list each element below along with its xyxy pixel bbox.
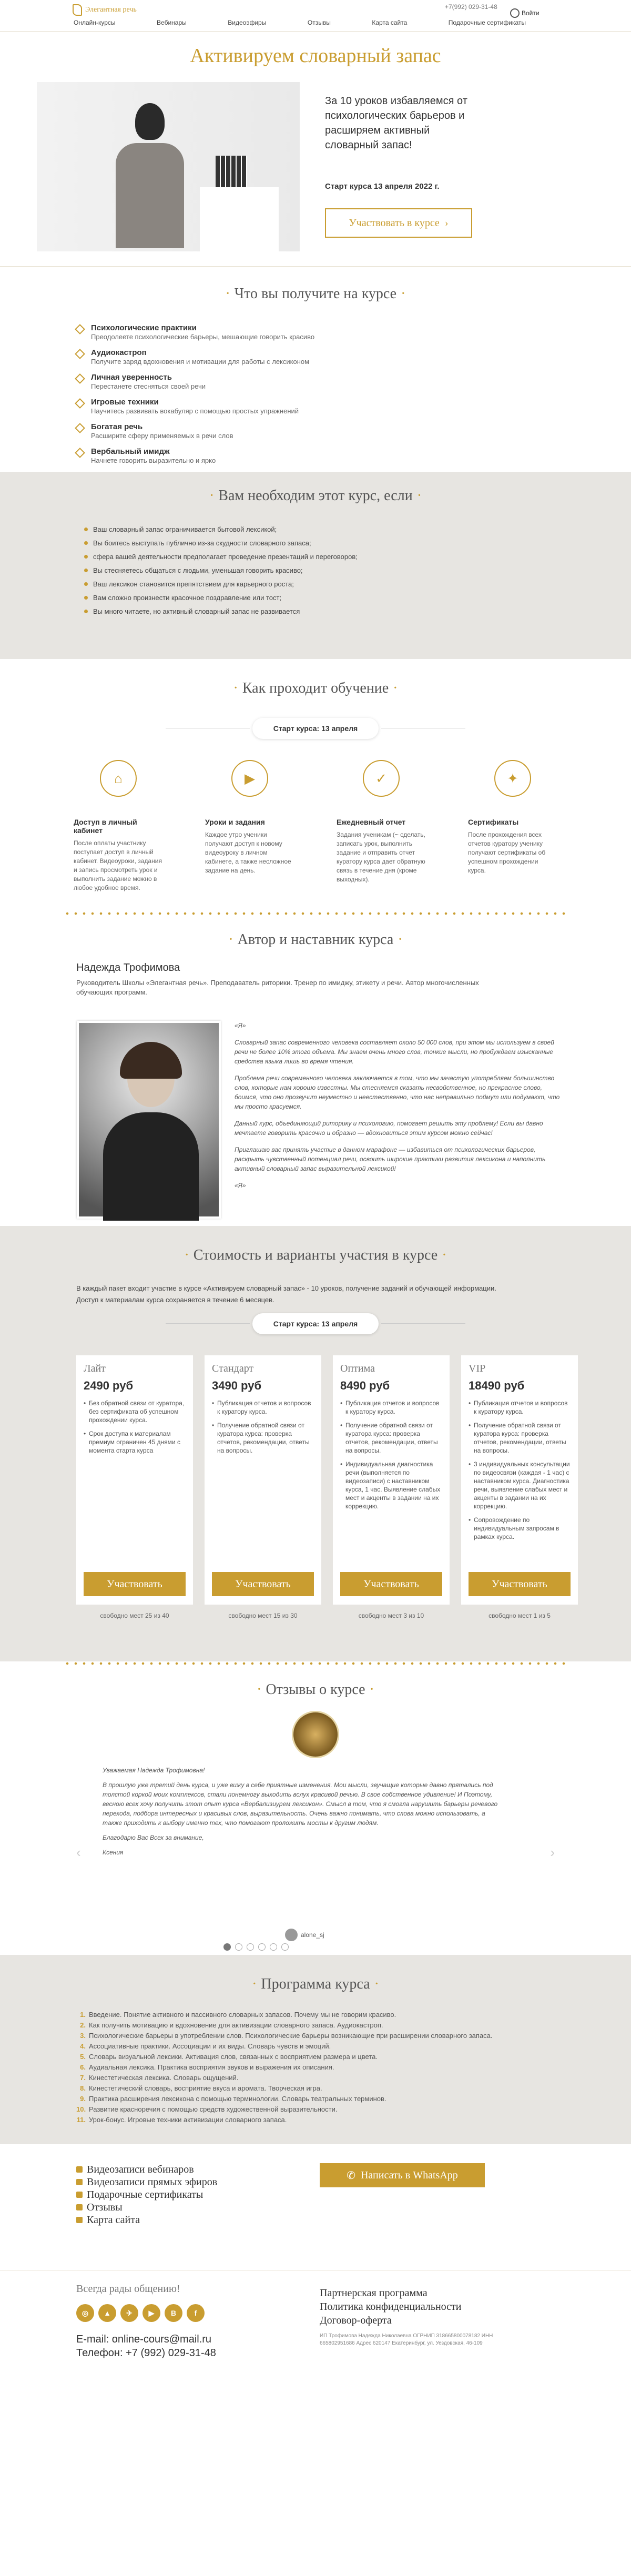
slider-dot[interactable] [235, 1943, 242, 1951]
chevron-right-icon[interactable]: › [550, 1844, 555, 1860]
nav-courses[interactable]: Онлайн-курсы [74, 19, 116, 26]
diamond-icon [75, 324, 85, 334]
hero-image [37, 82, 300, 251]
site-header [0, 0, 631, 32]
list-item: Урок-бонус. Игровые техники активизации словарного запаса. [89, 2116, 287, 2124]
slider-dot[interactable] [247, 1943, 254, 1951]
author-role: Руководитель Школы «Элегантная речь». Преподаватель риторики. Тренер по имиджу, этикету и речи. Автор многочисленных обучающих программ. [76, 979, 479, 996]
need-section [0, 472, 631, 659]
instagram-avatar [285, 1929, 298, 1941]
youtube-icon[interactable]: ▲ [98, 2304, 116, 2322]
program-list [76, 2011, 631, 2126]
cabinet-icon: ⌂ [100, 760, 137, 797]
pricing-cards [76, 1355, 631, 1619]
pricing-section [0, 1226, 631, 1661]
slider-dot[interactable] [270, 1943, 277, 1951]
plan-card-lite: Лайт 2490 руб • Без обратной связи от куратора, без сертификата об успешном прохождении курса. • Срок доступа к материалам премиум ограничен 45 днями с момента старта курса Участвовать свободно мест 25 из 40 [76, 1355, 193, 1605]
plan-seats: свободно мест 25 из 40 [100, 1612, 169, 1619]
list-item: Ваш словарный запас ограничивается бытовой лексикой; [84, 522, 631, 536]
diamond-icon [75, 423, 85, 433]
plan-card-optima: Оптима 8490 руб • Публикация отчетов и вопросов к куратору курса. • Получение обратной связи от куратора курса: проверка отчетов, рекомендации, ответы на вопросы. • Индивидуальная диагностика речи (выполняется по видеозаписи) с наставником курса, 1 час. Выявление слабых мест и акценты в задании на их коррекцию. Участвовать свободно мест 3 из 10 [333, 1355, 450, 1605]
pricing-start-pill: Старт курса: 13 апреля [252, 1313, 379, 1334]
step-item [337, 760, 426, 893]
benefits-list [76, 323, 631, 465]
user-icon [510, 8, 520, 18]
list-item: Ваш лексикон становится препятствием для карьерного роста; [84, 577, 631, 591]
review-author[interactable] [285, 1929, 324, 1941]
social-links [76, 2304, 205, 2322]
how-section [0, 659, 631, 911]
footer-link[interactable]: Подарочные сертификаты [76, 2188, 217, 2201]
reviewer-avatar [292, 1711, 339, 1758]
slider-dot[interactable] [223, 1943, 231, 1951]
step-text: Задания ученикам (~ сделать, записать урок, выполнить задание и отправить отчет куратору курса дает обратную связь в течение дня (кроме выходных). [337, 831, 425, 883]
video-icon: ▶ [231, 760, 268, 797]
list-item: Вы боитесь выступать публично из-за скудности словарного запаса; [84, 536, 631, 550]
nav-video[interactable]: Видеоэфиры [228, 19, 267, 26]
author-section [0, 916, 631, 1226]
footer-link[interactable]: Карта сайта [76, 2214, 217, 2226]
list-item: сфера вашей деятельности предполагает проведение презентаций и переговоров; [84, 550, 631, 563]
footer-link[interactable]: Видеозаписи прямых эфиров [76, 2176, 217, 2188]
instagram-icon[interactable]: ◎ [76, 2304, 94, 2322]
nav-reviews[interactable]: Отзывы [307, 19, 331, 26]
list-item: Психологические барьеры в употреблении слов. Психологические барьеры возникающие при расширении словарного запаса. [89, 2032, 493, 2040]
footer-links [0, 2144, 631, 2270]
hero-title: Активируем словарный запас [190, 45, 441, 67]
pricing-title: · Стоимость и варианты участия в курсе · [0, 1247, 631, 1264]
footer-link[interactable]: Отзывы [76, 2201, 217, 2214]
step-text: Каждое утро ученики получают доступ к новому видеоуроку в личном кабинете, а также несложное задание на день. [205, 831, 291, 874]
step-item [205, 760, 294, 893]
facebook-icon[interactable]: f [187, 2304, 205, 2322]
benefits-title: · Что вы получите на курсе · [0, 286, 631, 302]
author-bio: «Я» Словарный запас современного человека составляет около 50 000 слов, при этом мы используем в своей речи не более 10% этого объема. Мы знаем очень много слов, тонкие мысли, но пробуждаем изысканные средства языка лишь во время чтения. Проблема речи современного человека заключается в том, что мы зачастую употребляем большинство слов, которые нам хорошо известны. Мы стесняемся сказать несвойственное, но прекрасное слово, боимся, что оно прозвучит неуместно и неестественно, что нас неправильно поймут или подумают, что мы просто красуемся. Данный курс, объединяющий риторику и психологию, помогает решить эту проблему! Если вы давно мечтаете говорить красочно и образно — вдохновиться этим курсом можно сейчас! Приглашаю вас принять участие в данном марафоне — избавиться от психологических барьеров, раскрыть чувственный потенциал речи, освоить широкие практики развития лексикона и наполнить активный словарный запас выразительной лексикой! «Я» [235, 1022, 560, 1189]
plan-price: 18490 руб [469, 1379, 525, 1392]
logo-icon [73, 4, 82, 16]
hero-section [37, 82, 594, 251]
instagram-handle: alone_sj [301, 1931, 324, 1939]
partner-link[interactable]: Партнерская программа [320, 2287, 428, 2299]
plan-seats: свободно мест 1 из 5 [488, 1612, 551, 1619]
telegram-icon[interactable]: ✈ [120, 2304, 138, 2322]
list-item: Введение. Понятие активного и пассивного словарных запасов. Почему мы не говорим красиво. [89, 2011, 396, 2019]
offer-link[interactable]: Договор-оферта [320, 2315, 392, 2326]
reviews-title: · Отзывы о курсе · [0, 1681, 631, 1698]
step-text: После оплаты участнику поступает доступ в личный кабинет. Видеоуроки, задания и запись просмотреть урок и выполнить задание можно в любое удобное время. [74, 839, 162, 891]
list-item: Аудиокастроп Получите заряд вдохновения и мотивации для работы с лексиконом [76, 348, 631, 367]
step-text: После прохождения всех отчетов куратору ученику получают сертификаты об успешном прохождении курса. [468, 831, 546, 874]
plan-name: Оптима [340, 1363, 375, 1374]
reviews-section [0, 1666, 631, 1955]
author-title: · Автор и наставник курса · [0, 931, 631, 948]
main-nav [74, 19, 526, 26]
footer-nav [76, 2163, 217, 2226]
flag-icon: ✓ [363, 760, 400, 797]
join-course-label: Участвовать в курсе [349, 217, 440, 229]
list-item: Вербальный имидж Начнете говорить выразительно и ярко [76, 447, 631, 465]
list-item: Практика расширения лексикона с помощью терминологии. Словарь театральных терминов. [89, 2095, 386, 2103]
login-label: Войти [522, 9, 540, 17]
step-title: Ежедневный отчет [337, 818, 406, 826]
author-photo [77, 1021, 221, 1219]
play-icon[interactable]: ▶ [143, 2304, 160, 2322]
nav-certificates[interactable]: Подарочные сертификаты [448, 19, 526, 26]
join-standard-button[interactable]: Участвовать [212, 1572, 314, 1596]
nav-webinars[interactable]: Вебинары [157, 19, 187, 26]
list-item: Как получить мотивацию и вдохновение для активизации словарного запаса. Аудиокастроп. [89, 2021, 383, 2029]
company-requisites: ИП Трофимова Надежда Николаевна ОГРНИП 318665800078182 ИНН 665802951686 Адрес 620147 Екатеринбург, ул. Уездовская, 46-109 [320, 2333, 493, 2346]
diamond-icon [75, 398, 85, 409]
steps-row [74, 760, 557, 893]
plan-card-standard: Стандарт 3490 руб • Публикация отчетов и вопросов к куратору курса. • Получение обратной связи от куратора курса: проверка отчетов, рекомендации, ответы на вопросы. Участвовать свободно мест 15 из 30 [205, 1355, 321, 1605]
site-logo[interactable] [73, 4, 137, 16]
list-item: Кинестетический словарь, восприятие вкуса и аромата. Творческая игра. [89, 2084, 322, 2092]
start-date-pill: Старт курса: 13 апреля [252, 718, 379, 739]
hero-text: За 10 уроков избавляемся от психологических барьеров и расширяем активный словарный запас! [325, 95, 467, 151]
arrow-right-icon: › [444, 217, 449, 229]
plan-price: 2490 руб [84, 1379, 134, 1392]
list-item: Вам сложно произнести красочное поздравление или тост; [84, 591, 631, 604]
nav-sitemap[interactable]: Карта сайта [372, 19, 408, 26]
chevron-left-icon[interactable]: ‹ [76, 1844, 81, 1860]
diamond-icon [75, 448, 85, 458]
how-title: · Как проходит обучение · [0, 680, 631, 697]
plan-card-vip: VIP 18490 руб • Публикация отчетов и вопросов к куратору курса. • Получение обратной связи от куратора курса: проверка отчетов, рекомендации, ответы на вопросы. • 3 индивидуальных консультации по видеосвязи (каждая - 1 час) с наставником курса. Диагностика речи, выявление слабых мест и акценты в задании на их коррекцию. • Сопровождение по индивидуальным запросам в рамках курса. Участвовать свободно мест 1 из 5 [461, 1355, 578, 1605]
plan-name: Стандарт [212, 1363, 254, 1374]
plan-price: 8490 руб [340, 1379, 390, 1392]
step-title: Сертификаты [468, 818, 519, 826]
join-course-button[interactable] [325, 208, 472, 238]
list-item: Вы много читаете, но активный словарный запас не развивается [84, 604, 631, 618]
list-item: Развитие красноречия с помощью средств художественной выразительности. [89, 2105, 338, 2113]
list-item: Богатая речь Расширите сферу применяемых в речи слов [76, 422, 631, 441]
hero-start-date: Старт курса 13 апреля 2022 г. [325, 182, 440, 191]
join-lite-button[interactable]: Участвовать [84, 1572, 186, 1596]
plan-seats: свободно мест 15 из 30 [228, 1612, 298, 1619]
plan-name: Лайт [84, 1363, 106, 1374]
author-name: Надежда Трофимова [76, 962, 180, 973]
list-item: Психологические практики Преодолеете психологические барьеры, мешающие говорить красиво [76, 323, 631, 342]
step-item [468, 760, 557, 893]
footer-link[interactable]: Видеозаписи вебинаров [76, 2163, 217, 2176]
review-text: Уважаемая Надежда Трофимовна! В прошлую уже третий день курса, и уже вижу в себе приятные изменения. Мои мысли, звучащие которые давно прятались под толстой коркой моих комплексов, стали понемногу выходить вслух красивой речью. В свое собственное удивление! И Поэтому, весною всех хочу получить этот опыт курса «Вербализиурем лексикон». Смысл в том, что я смогла нарушить барьеры речевого перехода, подбора интересных и красивых слов, выразительность. Очень важно понимать, что слова можно использовать, а также приходить к выбору именно тех, что помогают проложить мосты к другим людям. Благодарю Вас Всех за внимание, Ксения [103, 1767, 498, 1856]
plan-name: VIP [469, 1363, 486, 1374]
vk-icon[interactable]: В [165, 2304, 182, 2322]
diamond-icon [75, 373, 85, 384]
award-icon: ✦ [494, 760, 531, 797]
legal-links [320, 2286, 462, 2327]
step-title: Доступ в личный кабинет [74, 818, 137, 835]
slider-dot[interactable] [258, 1943, 266, 1951]
slider-dot[interactable] [281, 1943, 289, 1951]
list-item: Ассоциативные практики. Ассоциации и их виды. Словарь чувств и эмоций. [89, 2042, 331, 2050]
whatsapp-icon: ✆ [347, 2169, 355, 2182]
header-phone[interactable]: +7(992) 029-31-48 [445, 3, 497, 11]
site-footer [0, 2270, 631, 2428]
benefits-section [0, 267, 631, 472]
plan-price: 3490 руб [212, 1379, 262, 1392]
review-slide [76, 1766, 555, 1918]
plan-seats: свободно мест 3 из 10 [358, 1612, 424, 1619]
list-item: Кинестетическая лексика. Словарь ощущений. [89, 2074, 239, 2082]
footer-contacts [76, 2332, 216, 2360]
list-item: Вы стесняетесь общаться с людьми, уменьшая говорить красиво; [84, 563, 631, 577]
program-section [0, 1955, 631, 2144]
footer-phone[interactable]: Телефон: +7 (992) 029-31-48 [76, 2347, 216, 2359]
join-optima-button[interactable]: Участвовать [340, 1572, 442, 1596]
list-item: Аудиальная лексика. Практика восприятия звуков и выражения их описания. [89, 2063, 334, 2071]
need-title: · Вам необходим этот курс, если · [0, 488, 631, 504]
dotted-divider [63, 1661, 568, 1666]
step-item [74, 760, 163, 893]
list-item: Личная уверенность Перестанете стесняться своей речи [76, 373, 631, 391]
list-item: Игровые техники Научитесь развивать вокабуляр с помощью простых упражнений [76, 398, 631, 416]
slider-dots [223, 1943, 289, 1951]
privacy-link[interactable]: Политика конфиденциальности [320, 2301, 462, 2313]
pricing-intro: В каждый пакет входит участие в курсе «Активируем словарный запас» - 10 уроков, получение заданий и обучающей информации. Доступ к материалам курса сохраняется в течение 6 месяцев. [76, 1284, 496, 1304]
footer-greeting: Всегда рады общению! [76, 2283, 180, 2295]
need-list [84, 522, 631, 618]
program-title: · Программа курса · [0, 1976, 631, 1993]
whatsapp-label: Написать в WhatsApp [360, 2169, 458, 2181]
footer-email[interactable]: E-mail: online-cours@mail.ru [76, 2334, 212, 2345]
logo-text: Элегантная речь [85, 6, 137, 14]
diamond-icon [75, 349, 85, 359]
step-title: Уроки и задания [205, 818, 265, 826]
dotted-divider [63, 911, 568, 916]
login-button[interactable] [510, 8, 540, 18]
join-vip-button[interactable]: Участвовать [469, 1572, 571, 1596]
whatsapp-button[interactable] [320, 2163, 485, 2187]
list-item: Словарь визуальной лексики. Активация слов, связанных с восприятием размера и цвета. [89, 2053, 378, 2061]
